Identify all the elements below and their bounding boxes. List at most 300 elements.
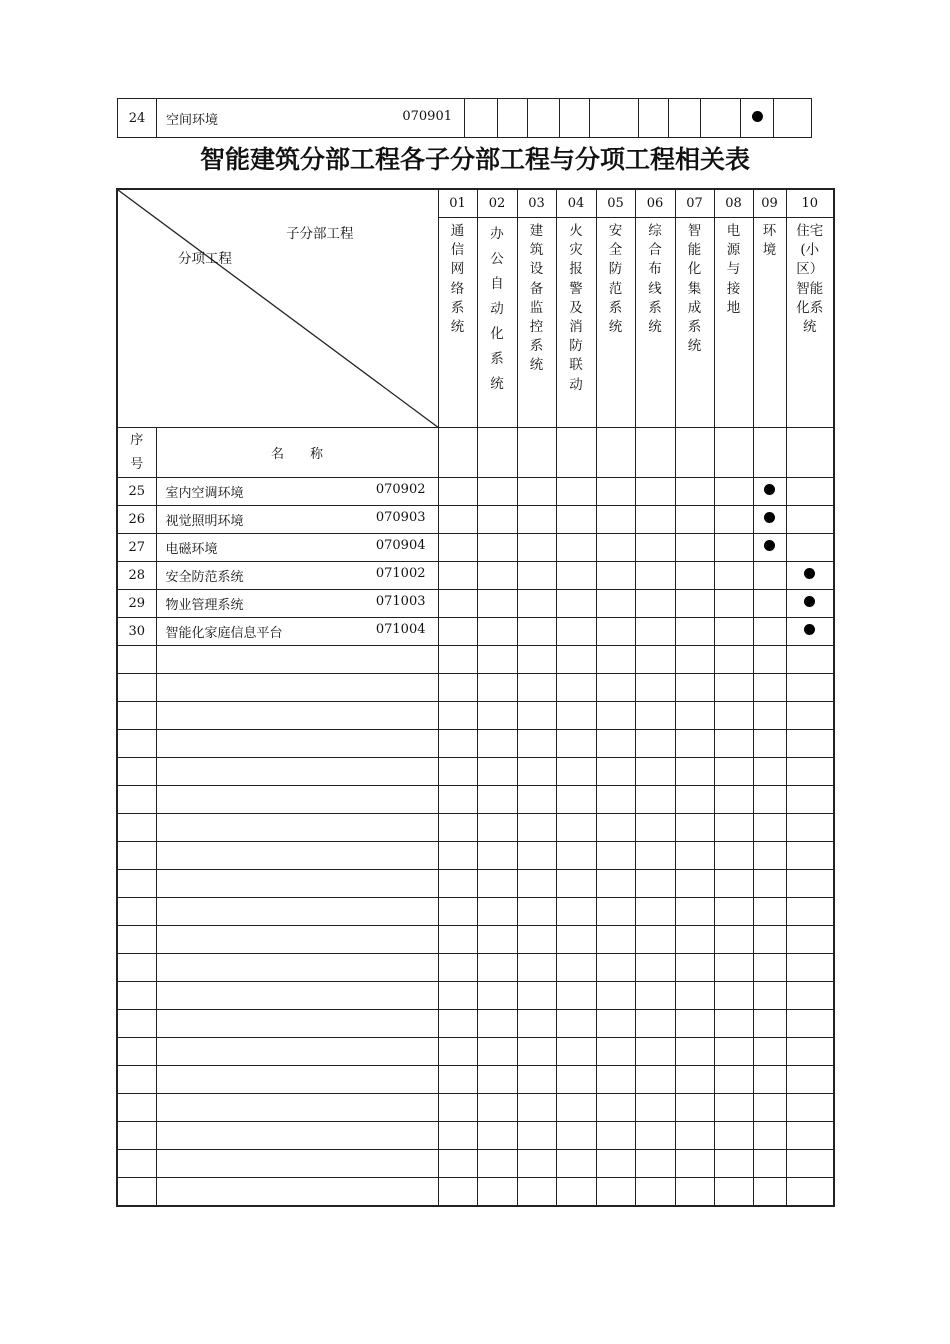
- row-name: 智能化家庭信息平台: [165, 626, 283, 641]
- empty-cell: [517, 702, 556, 730]
- empty-cell: [675, 1122, 714, 1150]
- empty-cell: [517, 758, 556, 786]
- mark-cell-4: [556, 534, 596, 562]
- empty-cell: [556, 1150, 596, 1178]
- mark-cell-3: [517, 478, 556, 506]
- empty-cell: [635, 1010, 675, 1038]
- empty-cell: [753, 702, 786, 730]
- row-code: 071003: [375, 594, 426, 609]
- empty-cell: [477, 814, 517, 842]
- mark-cell-3: [517, 590, 556, 618]
- empty-cell: [438, 870, 477, 898]
- mark-cell-5: [596, 618, 635, 646]
- empty-cell: [786, 1094, 834, 1122]
- header-blank-cell: [556, 428, 596, 478]
- mark-cell-7: [675, 478, 714, 506]
- empty-table-row: [117, 814, 834, 842]
- empty-cell: [477, 870, 517, 898]
- column-name-cell: [675, 218, 714, 428]
- empty-cell: [596, 1010, 635, 1038]
- empty-cell: [556, 954, 596, 982]
- empty-cell: [438, 954, 477, 982]
- empty-cell: [786, 1010, 834, 1038]
- empty-cell: [786, 758, 834, 786]
- empty-cell: [635, 786, 675, 814]
- mark-cell-9: [753, 506, 786, 534]
- empty-cell: [117, 926, 156, 954]
- empty-cell: [714, 1094, 753, 1122]
- empty-cell: [786, 898, 834, 926]
- mark-cell-1: [465, 99, 498, 138]
- empty-cell: [556, 870, 596, 898]
- table-row: [117, 590, 834, 618]
- mark-cell-1: [438, 562, 477, 590]
- empty-cell: [675, 1150, 714, 1178]
- empty-cell: [556, 1066, 596, 1094]
- header-blank-cell: [596, 428, 635, 478]
- row-name: 视觉照明环境: [165, 514, 244, 529]
- empty-cell: [156, 758, 438, 786]
- empty-cell: [596, 730, 635, 758]
- empty-table-row: [117, 646, 834, 674]
- relation-dot: [804, 624, 815, 635]
- column-name: 住宅(小区）智能化系统: [796, 223, 824, 336]
- empty-cell: [675, 646, 714, 674]
- mark-cell-5: [596, 478, 635, 506]
- empty-cell: [675, 674, 714, 702]
- empty-cell: [438, 926, 477, 954]
- empty-cell: [714, 646, 753, 674]
- empty-cell: [517, 730, 556, 758]
- empty-cell: [517, 1178, 556, 1207]
- empty-cell: [635, 870, 675, 898]
- empty-cell: [517, 1122, 556, 1150]
- empty-cell: [596, 1038, 635, 1066]
- row-name-cell: [156, 506, 438, 534]
- empty-cell: [786, 954, 834, 982]
- empty-cell: [635, 1066, 675, 1094]
- empty-cell: [675, 926, 714, 954]
- empty-cell: [156, 1038, 438, 1066]
- empty-cell: [635, 982, 675, 1010]
- empty-cell: [596, 758, 635, 786]
- empty-cell: [635, 1150, 675, 1178]
- empty-cell: [675, 786, 714, 814]
- column-code: 01: [438, 189, 477, 218]
- empty-cell: [477, 1094, 517, 1122]
- empty-cell: [596, 1178, 635, 1207]
- mark-cell-5: [590, 99, 639, 138]
- mark-cell-8: [714, 534, 753, 562]
- empty-cell: [596, 1122, 635, 1150]
- empty-cell: [517, 898, 556, 926]
- empty-cell: [753, 814, 786, 842]
- empty-cell: [675, 1094, 714, 1122]
- mark-cell-9: [741, 99, 774, 138]
- empty-cell: [714, 1066, 753, 1094]
- empty-cell: [556, 898, 596, 926]
- column-code: 03: [517, 189, 556, 218]
- empty-cell: [635, 1178, 675, 1207]
- empty-cell: [556, 1178, 596, 1207]
- empty-cell: [517, 1066, 556, 1094]
- column-name-cell: [786, 218, 834, 428]
- empty-cell: [156, 1122, 438, 1150]
- empty-cell: [635, 898, 675, 926]
- empty-cell: [477, 898, 517, 926]
- empty-cell: [517, 646, 556, 674]
- empty-cell: [714, 1122, 753, 1150]
- empty-cell: [156, 1178, 438, 1207]
- empty-cell: [517, 954, 556, 982]
- empty-cell: [635, 646, 675, 674]
- empty-cell: [675, 1066, 714, 1094]
- empty-table-row: [117, 870, 834, 898]
- row-name-cell: [156, 534, 438, 562]
- empty-cell: [675, 758, 714, 786]
- empty-table-row: [117, 1150, 834, 1178]
- row-seq: 29: [117, 590, 156, 618]
- mark-cell-1: [438, 618, 477, 646]
- empty-cell: [517, 1094, 556, 1122]
- empty-cell: [675, 814, 714, 842]
- empty-cell: [635, 814, 675, 842]
- empty-cell: [156, 1066, 438, 1094]
- empty-cell: [477, 1010, 517, 1038]
- empty-cell: [117, 898, 156, 926]
- mark-cell-3: [517, 534, 556, 562]
- empty-cell: [517, 1010, 556, 1038]
- mark-cell-6: [635, 562, 675, 590]
- empty-cell: [635, 674, 675, 702]
- column-name: 火灾报警及消防联动: [569, 223, 583, 393]
- empty-cell: [156, 870, 438, 898]
- mark-cell-4: [560, 99, 590, 138]
- mark-cell-10: [786, 534, 834, 562]
- row-name: 物业管理系统: [165, 598, 244, 613]
- row-name-cell: [157, 99, 465, 138]
- empty-cell: [477, 954, 517, 982]
- column-code: 06: [635, 189, 675, 218]
- column-code: 08: [714, 189, 753, 218]
- empty-cell: [156, 1150, 438, 1178]
- empty-cell: [635, 758, 675, 786]
- empty-cell: [117, 870, 156, 898]
- column-name: 环境: [762, 223, 777, 259]
- mark-cell-5: [596, 534, 635, 562]
- mark-cell-3: [517, 562, 556, 590]
- relation-dot: [764, 512, 775, 523]
- row-code: 071004: [375, 622, 426, 637]
- column-name: 通信网络系统: [450, 223, 465, 336]
- mark-cell-1: [438, 534, 477, 562]
- empty-cell: [477, 702, 517, 730]
- mark-cell-10: [786, 562, 834, 590]
- empty-cell: [753, 786, 786, 814]
- empty-cell: [786, 926, 834, 954]
- name-header-label: 名 称: [270, 447, 323, 462]
- row-name: 安全防范系统: [165, 570, 244, 585]
- empty-cell: [596, 1150, 635, 1178]
- empty-cell: [714, 1150, 753, 1178]
- empty-cell: [635, 954, 675, 982]
- empty-cell: [556, 982, 596, 1010]
- seq-name-header-row: [117, 428, 834, 478]
- empty-cell: [556, 1094, 596, 1122]
- empty-cell: [438, 786, 477, 814]
- mark-cell-9: [753, 534, 786, 562]
- row-seq: 30: [117, 618, 156, 646]
- mark-cell-6: [635, 618, 675, 646]
- empty-cell: [714, 1038, 753, 1066]
- mark-cell-9: [753, 478, 786, 506]
- header-blank-cell: [517, 428, 556, 478]
- mark-cell-4: [556, 506, 596, 534]
- column-name-cell: [438, 218, 477, 428]
- empty-cell: [714, 786, 753, 814]
- empty-cell: [753, 674, 786, 702]
- empty-cell: [786, 646, 834, 674]
- mark-cell-4: [556, 590, 596, 618]
- empty-cell: [117, 786, 156, 814]
- row-code: 070903: [375, 510, 426, 525]
- empty-cell: [635, 1094, 675, 1122]
- empty-cell: [477, 730, 517, 758]
- empty-cell: [753, 1010, 786, 1038]
- mark-cell-7: [675, 534, 714, 562]
- mark-cell-10: [774, 99, 812, 138]
- empty-cell: [156, 786, 438, 814]
- row-seq: 24: [118, 99, 157, 138]
- mark-cell-6: [635, 478, 675, 506]
- empty-cell: [714, 898, 753, 926]
- empty-cell: [117, 1122, 156, 1150]
- empty-cell: [438, 982, 477, 1010]
- column-code: 07: [675, 189, 714, 218]
- empty-cell: [753, 954, 786, 982]
- empty-cell: [156, 898, 438, 926]
- empty-cell: [438, 1150, 477, 1178]
- empty-cell: [517, 1038, 556, 1066]
- empty-cell: [156, 926, 438, 954]
- empty-cell: [675, 954, 714, 982]
- empty-cell: [117, 814, 156, 842]
- empty-cell: [753, 842, 786, 870]
- empty-cell: [477, 1066, 517, 1094]
- empty-cell: [438, 1122, 477, 1150]
- empty-cell: [786, 730, 834, 758]
- empty-cell: [438, 674, 477, 702]
- empty-cell: [596, 870, 635, 898]
- empty-cell: [753, 1122, 786, 1150]
- mark-cell-4: [556, 478, 596, 506]
- mark-cell-5: [596, 506, 635, 534]
- empty-cell: [675, 1010, 714, 1038]
- continued-row-table: [117, 98, 867, 138]
- empty-cell: [438, 1094, 477, 1122]
- empty-cell: [753, 1066, 786, 1094]
- empty-cell: [117, 646, 156, 674]
- empty-cell: [438, 1010, 477, 1038]
- empty-cell: [714, 982, 753, 1010]
- column-code: 04: [556, 189, 596, 218]
- mark-cell-2: [477, 618, 517, 646]
- column-code: 09: [753, 189, 786, 218]
- empty-table-row: [117, 1122, 834, 1150]
- mark-cell-1: [438, 590, 477, 618]
- empty-cell: [786, 674, 834, 702]
- empty-cell: [477, 758, 517, 786]
- mark-cell-7: [675, 618, 714, 646]
- mark-cell-10: [786, 506, 834, 534]
- empty-cell: [438, 646, 477, 674]
- empty-cell: [753, 646, 786, 674]
- mark-cell-3: [517, 618, 556, 646]
- empty-cell: [786, 1038, 834, 1066]
- mark-cell-7: [675, 562, 714, 590]
- empty-cell: [753, 1038, 786, 1066]
- empty-cell: [635, 702, 675, 730]
- empty-cell: [477, 1038, 517, 1066]
- empty-cell: [596, 1094, 635, 1122]
- empty-cell: [675, 870, 714, 898]
- empty-cell: [714, 870, 753, 898]
- empty-cell: [517, 1150, 556, 1178]
- empty-table-row: [117, 1066, 834, 1094]
- empty-table-row: [117, 1038, 834, 1066]
- empty-cell: [156, 702, 438, 730]
- empty-cell: [786, 1066, 834, 1094]
- relation-dot: [804, 568, 815, 579]
- empty-cell: [786, 814, 834, 842]
- row-name-cell: [156, 562, 438, 590]
- corner-cell: [117, 189, 438, 428]
- empty-cell: [117, 982, 156, 1010]
- mark-cell-2: [477, 562, 517, 590]
- column-name: 综合布线系统: [648, 223, 662, 336]
- empty-cell: [714, 730, 753, 758]
- mark-cell-10: [786, 478, 834, 506]
- empty-table-row: [117, 758, 834, 786]
- empty-cell: [753, 870, 786, 898]
- empty-cell: [714, 814, 753, 842]
- mark-cell-8: [701, 99, 741, 138]
- row-name-cell: [156, 590, 438, 618]
- row-seq: 26: [117, 506, 156, 534]
- empty-cell: [117, 1150, 156, 1178]
- header-blank-cell: [753, 428, 786, 478]
- mark-cell-6: [635, 590, 675, 618]
- empty-cell: [635, 926, 675, 954]
- empty-cell: [477, 1178, 517, 1207]
- mark-cell-8: [714, 478, 753, 506]
- empty-cell: [714, 1010, 753, 1038]
- empty-cell: [117, 1094, 156, 1122]
- relation-table: [116, 188, 835, 1207]
- empty-cell: [753, 982, 786, 1010]
- mark-cell-2: [498, 99, 528, 138]
- seq-header-label: 序 号: [130, 432, 144, 472]
- name-header: [156, 428, 438, 478]
- empty-cell: [556, 646, 596, 674]
- mark-cell-5: [596, 562, 635, 590]
- empty-cell: [786, 1178, 834, 1207]
- row-seq: 28: [117, 562, 156, 590]
- empty-cell: [556, 1010, 596, 1038]
- empty-cell: [156, 1094, 438, 1122]
- empty-cell: [477, 982, 517, 1010]
- empty-cell: [156, 982, 438, 1010]
- empty-cell: [117, 1178, 156, 1207]
- row-name: 电磁环境: [165, 542, 218, 557]
- empty-cell: [156, 674, 438, 702]
- empty-cell: [753, 730, 786, 758]
- empty-cell: [786, 842, 834, 870]
- empty-cell: [477, 1122, 517, 1150]
- empty-cell: [438, 1066, 477, 1094]
- mark-cell-8: [714, 506, 753, 534]
- mark-cell-7: [669, 99, 701, 138]
- mark-cell-9: [753, 590, 786, 618]
- column-name-cell: [556, 218, 596, 428]
- empty-cell: [156, 842, 438, 870]
- empty-table-row: [117, 898, 834, 926]
- row-name-cell: [156, 478, 438, 506]
- empty-cell: [156, 954, 438, 982]
- empty-cell: [714, 702, 753, 730]
- empty-cell: [556, 842, 596, 870]
- column-name-cell: [596, 218, 635, 428]
- empty-cell: [786, 786, 834, 814]
- mark-cell-2: [477, 478, 517, 506]
- mark-cell-8: [714, 590, 753, 618]
- empty-cell: [477, 646, 517, 674]
- mark-cell-2: [477, 590, 517, 618]
- mark-cell-9: [753, 618, 786, 646]
- empty-cell: [156, 814, 438, 842]
- empty-cell: [517, 786, 556, 814]
- row-name-cell: [156, 618, 438, 646]
- relation-dot: [804, 596, 815, 607]
- relation-dot: [764, 540, 775, 551]
- header-blank-cell: [438, 428, 477, 478]
- empty-cell: [556, 786, 596, 814]
- empty-cell: [714, 954, 753, 982]
- column-name: 智能化集成系统: [687, 223, 702, 355]
- empty-cell: [438, 814, 477, 842]
- empty-cell: [517, 842, 556, 870]
- empty-cell: [635, 1122, 675, 1150]
- mark-cell-6: [635, 534, 675, 562]
- empty-cell: [117, 702, 156, 730]
- column-name: 建筑设备监控系统: [529, 223, 544, 374]
- header-blank-cell: [635, 428, 675, 478]
- column-name-cell: [517, 218, 556, 428]
- empty-cell: [117, 1038, 156, 1066]
- header-blank-cell: [477, 428, 517, 478]
- relation-dot: [752, 111, 763, 122]
- empty-cell: [596, 646, 635, 674]
- empty-cell: [556, 1038, 596, 1066]
- empty-cell: [556, 814, 596, 842]
- mark-cell-5: [596, 590, 635, 618]
- table-row: [118, 99, 867, 138]
- empty-cell: [635, 730, 675, 758]
- empty-table-row: [117, 842, 834, 870]
- empty-cell: [117, 954, 156, 982]
- corner-diagonal: [118, 190, 438, 428]
- empty-cell: [477, 786, 517, 814]
